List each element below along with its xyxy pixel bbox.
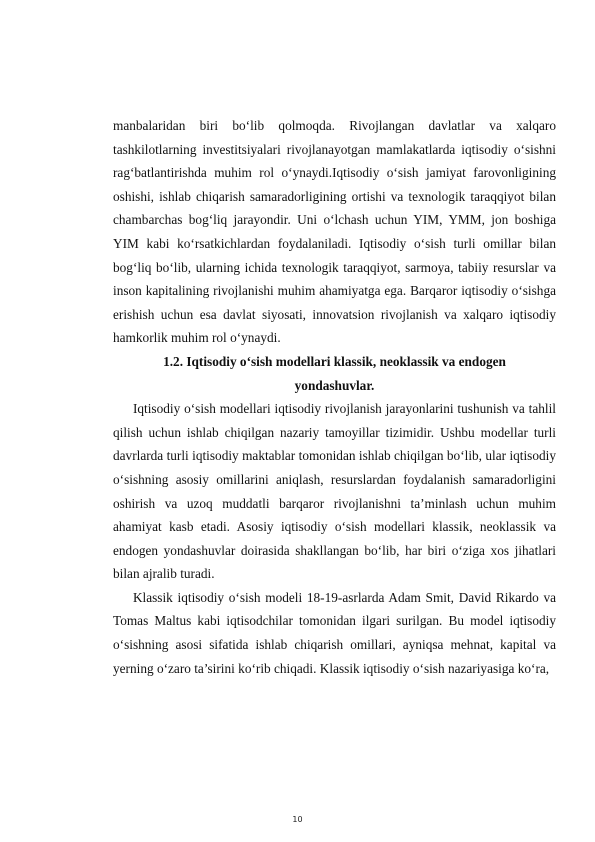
page-content (113, 114, 556, 680)
paragraph-growth-models: Iqtisodiy o‘sish modellari iqtisodiy rivojlanish jarayonlarini tushunish va tahlil qilish uchun ishlab chiqilgan nazariy tamoyillar tizimidir. Ushbu modellar turli davrlarda turli iqtisodiy maktablar tomonidan ishlab chiqilgan bo‘lib, ular iqtisodiy o‘sishning asosiy omillarini aniqlash, resurslardan foydalanish samaradorligini oshirish va uzoq muddatli barqaror rivojlanishni ta’minlash uchun muhim ahamiyat kasb etadi. Asosiy iqtisodiy o‘sish modellari klassik, neoklassik va endogen yondashuvlar doirasida shakllangan bo‘lib, har biri o‘ziga xos jihatlari bilan ajralib turadi. (113, 401, 556, 582)
page-number: 10 (292, 815, 303, 824)
paragraph-intro-continuation: manbalaridan biri bo‘lib qolmoqda. Rivojlangan davlatlar va xalqaro tashkilotlarning investitsiyalari rivojlanayotgan mamlakatlarda iqtisodiy o‘sishni rag‘batlantirishda muhim rol o‘ynaydi.Iqtisodiy o‘sish jamiyat farovonligining oshishi, ishlab chiqarish samaradorligining ortishi va texnologik taraqqiyot bilan chambarchas bog‘liq jarayondir. Uni o‘lchash uchun YIM, YMM, jon boshiga YIM kabi ko‘rsatkichlardan foydalaniladi. Iqtisodiy o‘sish turli omillar bilan bog‘liq bo‘lib, ularning ichida texnologik taraqqiyot, sarmoya, tabiiy resurslar va inson kapitalining rivojlanishi muhim ahamiyatga ega. Barqaror iqtisodiy o‘sishga erishish uchun esa davlat siyosati, innovatsion rivojlanish va xalqaro iqtisodiy hamkorlik muhim rol o‘ynaydi. (113, 118, 556, 346)
paragraph-classical-model: Klassik iqtisodiy o‘sish modeli 18-19-asrlarda Adam Smit, David Rikardo va Tomas Maltus kabi iqtisodchilar tomonidan ilgari surilgan. Bu model iqtisodiy o‘sishning asosi sifatida ishlab chiqarish omillari, ayniqsa mehnat, kapital va yerning o‘zaro ta’sirini ko‘rib chiqadi. Klassik iqtisodiy o‘sish nazariyasiga ko‘ra, (113, 589, 556, 676)
section-heading: 1.2. Iqtisodiy o‘sish modellari klassik, neoklassik va endogen yondashuvlar. (163, 353, 506, 393)
